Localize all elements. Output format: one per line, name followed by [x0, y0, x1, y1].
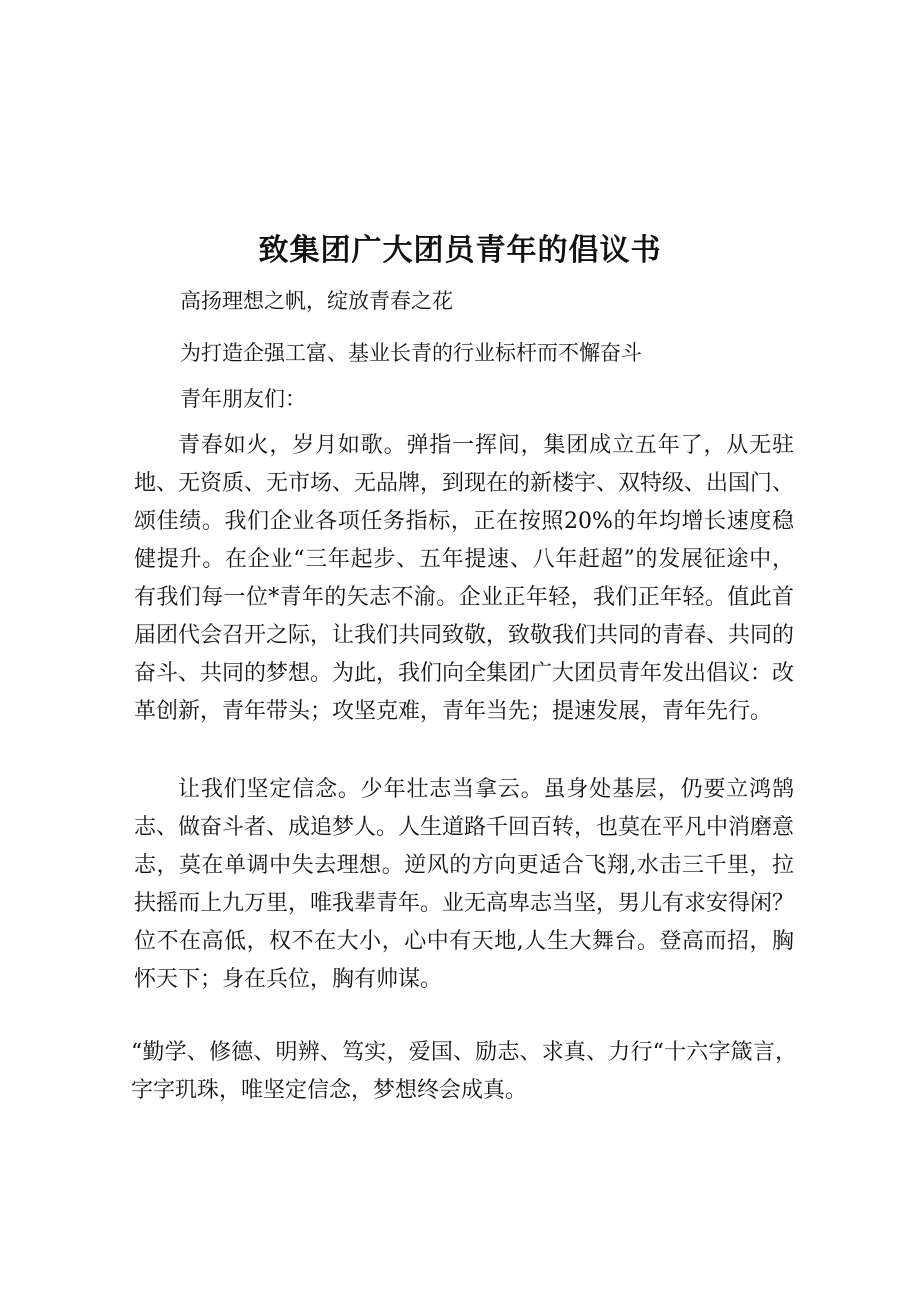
subtitle-line-2: 为打造企强工富、基业长青的行业标杆而不懈奋斗 [180, 341, 642, 365]
body-paragraph-3: “勤学、修德、明辨、笃实，爱国、励志、求真、力行“十六字箴言，字字玑珠，唯坚定信念，梦想终会成真。 [131, 1040, 797, 1103]
body-paragraph-1: 青春如火，岁月如歌。弹指一挥间，集团成立五年了，从无驻地、无资质、无市场、无品牌，到现在的新楼宇、双特级、出国门、颂佳绩。我们企业各项任务指标，正在按照20%的年均增长速度稳健提升。在企业“三年起步、五年提速、八年赶超”的发展征途中，有我们每一位*青年的矢志不渝。企业正年轻，我们正年轻。值此首届团代会召开之际，让我们共同致敬，致敬我们共同的青春、共同的奋斗、共同的梦想。为此，我们向全集团广大团员青年发出倡议：改革创新，青年带头；攻坚克难，青年当先；提速发展，青年先行。 [134, 433, 795, 724]
subtitle-line-1: 高扬理想之帆，绽放青春之花 [180, 289, 453, 313]
document-title: 致集团广大团员青年的倡议书 [258, 233, 662, 268]
salutation: 青年朋友们： [180, 387, 306, 411]
body-paragraph-2: 让我们坚定信念。少年壮志当拿云。虽身处基层，仍要立鸿鹄志、做奋斗者、成追梦人。人生道路千回百转，也莫在平凡中消磨意志，莫在单调中失去理想。逆风的方向更适合飞翔,水击三千里，拉扶摇而上九万里，唯我辈青年。业无高卑志当坚，男儿有求安得闲？位不在高低，权不在大小，心中有天地,人生大舞台。登高而招，胸怀天下；身在兵位，胸有帅谋。 [134, 777, 795, 992]
